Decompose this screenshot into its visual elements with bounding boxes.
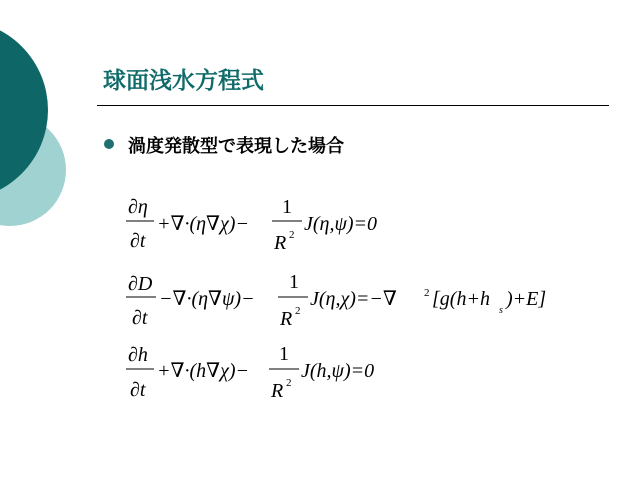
eq1-denominator: ∂t — [130, 230, 146, 252]
eq1-numerator: ∂η — [128, 196, 148, 218]
eq3-operator-term: +∇·(h∇χ)− — [157, 360, 250, 382]
eq3-jacobian: J(h,ψ)=0 — [301, 360, 375, 382]
eq1-jacobian: J(η,ψ)=0 — [304, 213, 378, 235]
eq2-numerator: ∂D — [128, 273, 153, 295]
eq2-rhs-open: [g(h+h — [432, 288, 490, 310]
eq2-frac-denominator: R — [280, 308, 293, 330]
eq2-denominator: ∂t — [132, 307, 148, 329]
equation-vorticity — [126, 196, 377, 254]
eq3-frac-numerator: 1 — [279, 343, 289, 365]
eq3-denominator: ∂t — [130, 379, 146, 401]
eq1-frac-denominator: R — [274, 232, 287, 254]
equation-divergence — [126, 271, 546, 330]
eq2-frac-exponent: 2 — [295, 305, 301, 317]
equation-height — [126, 343, 374, 402]
eq3-frac-denominator: R — [271, 380, 284, 402]
eq2-laplacian-exponent: 2 — [424, 287, 430, 299]
eq2-frac-numerator: 1 — [289, 271, 299, 293]
eq3-numerator: ∂h — [128, 344, 148, 366]
slide-title: 球面浅水方程式 — [103, 68, 264, 94]
eq2-subscript: s — [499, 305, 503, 316]
bullet-text: 渦度発散型で表現した場合 — [128, 136, 344, 157]
eq3-frac-exponent: 2 — [286, 377, 292, 389]
eq1-operator-term: +∇·(η∇χ)− — [157, 213, 249, 235]
eq2-operator-term: −∇·(η∇ψ)− — [159, 288, 255, 310]
eq2-rhs-close: )+E] — [506, 288, 547, 310]
eq1-frac-exponent: 2 — [289, 229, 295, 241]
eq1-frac-numerator: 1 — [282, 196, 292, 218]
eq2-jacobian: J(η,χ)=−∇ — [310, 288, 397, 310]
